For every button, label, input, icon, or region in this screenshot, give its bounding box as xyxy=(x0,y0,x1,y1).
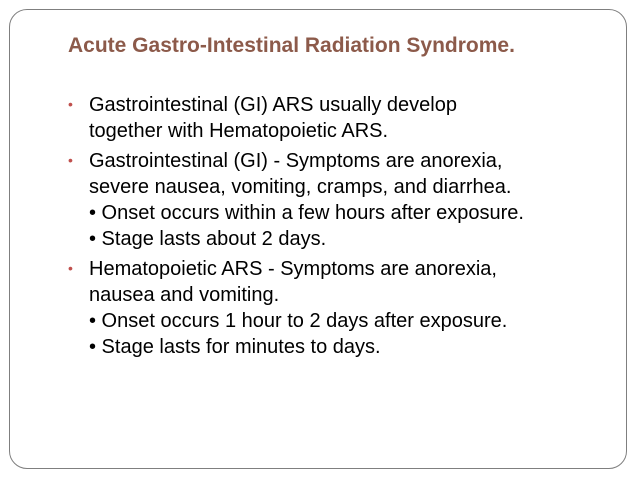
bullet-item-gi-symptoms xyxy=(68,148,608,252)
bullet-text-line: severe nausea, vomiting, cramps, and diarrhea. xyxy=(89,176,512,198)
bullet-text-line: Gastrointestinal (GI) ARS usually develop xyxy=(89,94,457,116)
bullet-icon: • xyxy=(68,260,73,276)
bullet-text-line: together with Hematopoietic ARS. xyxy=(89,120,389,142)
slide-title: Acute Gastro-Intestinal Radiation Syndrome. xyxy=(68,34,515,57)
sub-point-duration: • Stage lasts about 2 days. xyxy=(89,228,327,250)
sub-point-onset: • Onset occurs 1 hour to 2 days after exposure. xyxy=(89,310,508,332)
bullet-icon: • xyxy=(68,152,73,168)
bullet-text-line: nausea and vomiting. xyxy=(89,284,280,306)
bullet-item-hematopoietic xyxy=(68,256,608,360)
bullet-text-line: Gastrointestinal (GI) - Symptoms are anorexia, xyxy=(89,150,503,172)
bullet-icon: • xyxy=(68,96,73,112)
sub-point-onset: • Onset occurs within a few hours after exposure. xyxy=(89,202,524,224)
bullet-item-gi-ars xyxy=(68,92,608,144)
bullet-list xyxy=(68,92,608,364)
sub-point-duration: • Stage lasts for minutes to days. xyxy=(89,336,381,358)
bullet-text-line: Hematopoietic ARS - Symptoms are anorexia, xyxy=(89,258,497,280)
